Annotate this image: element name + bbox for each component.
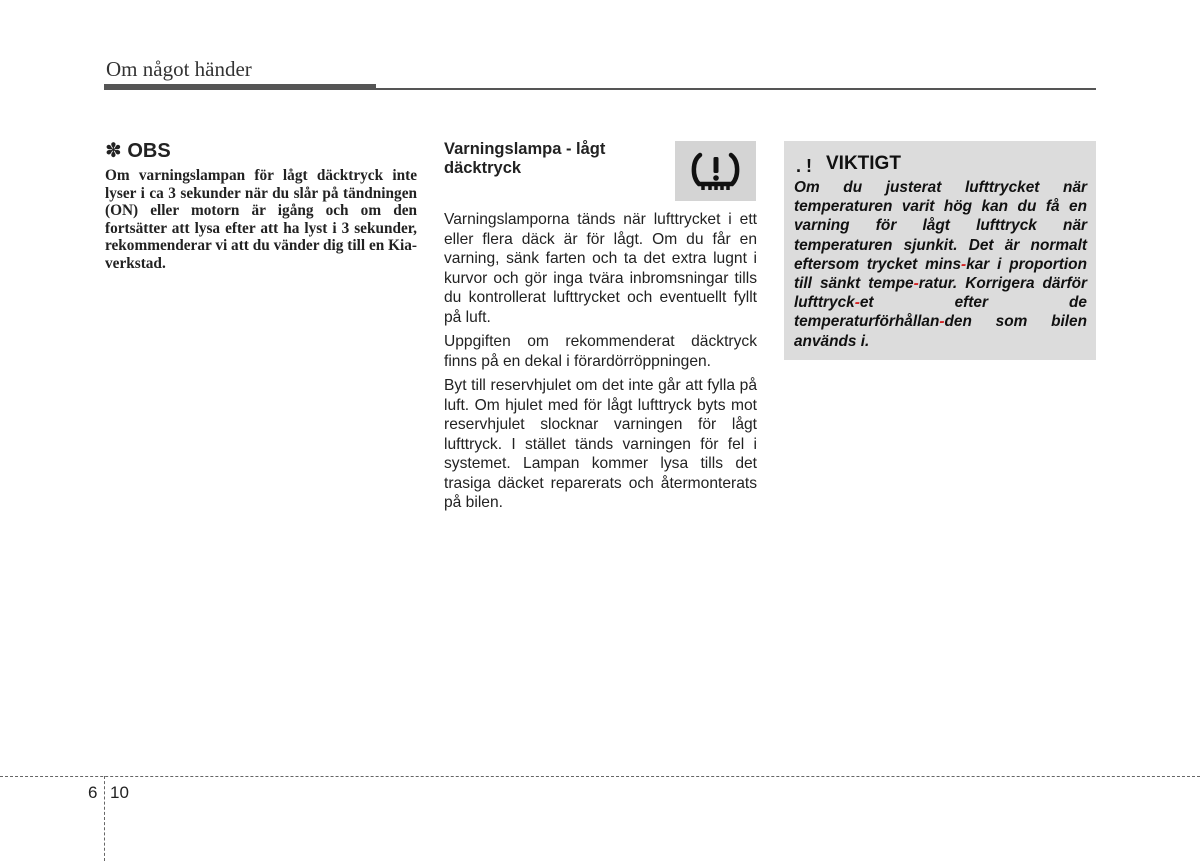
viktigt-text-part: ratur. Korrigera därför lufttryck xyxy=(794,275,1088,312)
asterisk-icon: ✽ xyxy=(105,140,122,162)
viktigt-text-part: Om du justerat lufttrycket när temperaturen varit hög kan du få en varning för lågt lufttryck när temperaturen sjunkit. Det är normalt eftersom trycket mins xyxy=(794,179,1087,273)
tire-pressure-warning-icon xyxy=(675,141,756,201)
tire-pressure-warning-box xyxy=(675,141,756,201)
warning-lamp-paragraph-3: Byt till reservhjulet om det inte går att fylla på luft. Om hjulet med för lågt lufttryck byts mot reservhjulet slocknar varningen för lågt lufttryck. I stället tänds varningen för fel i systemet. Lampan kommer lysa tills det trasiga däcket reparerats och återmonterats på bilen. xyxy=(444,377,757,511)
page-number: 10 xyxy=(110,783,129,802)
viktigt-text-part: den som bilen används i. xyxy=(794,313,1087,350)
warning-lamp-paragraph-1: Varningslamporna tänds när lufttrycket i ett eller flera däck är för lågt. Om du får en varning, sänk farten och ta det extra lugnt i kurvor och gör inga tvära inbromsningar tills du kontrollerat lufttrycket och eventuellt fyllt på luft. xyxy=(444,211,757,326)
footer-dashed-rule xyxy=(0,776,1200,777)
viktigt-heading: VIKTIGT xyxy=(826,153,901,174)
obs-text: Om varningslampan för lågt däcktryck inte lyser i ca 3 sekunder när du slår på tändningen (ON) eller motorn är igång och om den fortsätter att lysa efter att ha lyst i 3 sekunder, rekommenderar vi att du vänder dig till en Kia-verkstad. xyxy=(105,167,417,272)
viktigt-text-part: kar i proportion till sänkt tempe xyxy=(794,255,1087,293)
chapter-number: 6 xyxy=(88,783,98,802)
obs-note xyxy=(105,138,417,273)
viktigt-text xyxy=(794,178,1087,351)
obs-heading xyxy=(105,138,417,163)
viktigt-box xyxy=(784,141,1096,360)
caution-icon: . ! xyxy=(796,156,812,176)
obs-heading-label: OBS xyxy=(127,140,171,162)
viktigt-text-part: et efter de temperaturförhållan xyxy=(794,294,1087,331)
header-rule-thick xyxy=(104,84,376,90)
header-rule-thin xyxy=(376,88,1096,90)
warning-lamp-heading: Varningslampa - lågt däcktryck xyxy=(444,140,606,177)
viktigt-hyphen: - xyxy=(939,313,945,331)
viktigt-hyphen: - xyxy=(854,294,860,312)
warning-lamp-body xyxy=(444,210,757,518)
viktigt-hyphen: - xyxy=(913,275,919,293)
footer-vertical-rule xyxy=(104,776,105,861)
viktigt-hyphen: - xyxy=(961,255,967,273)
warning-lamp-paragraph-2: Uppgiften om rekommenderat däcktryck finns på en dekal i förardörröppningen. xyxy=(444,333,757,370)
header-title: Om något händer xyxy=(106,57,252,81)
